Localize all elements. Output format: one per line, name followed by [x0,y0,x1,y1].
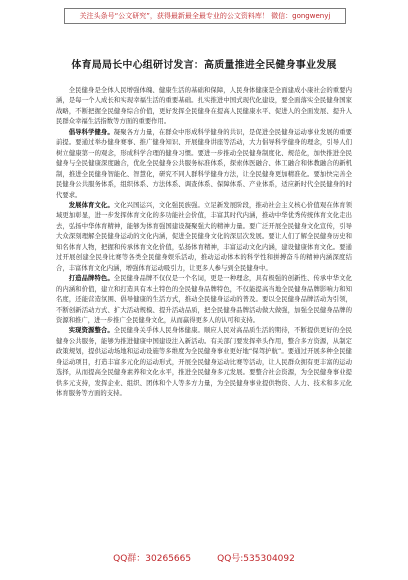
document-title: 体育局局长中心组研讨发言：高质量推进全民健身事业发展 [71,60,337,71]
paragraph-brand-features [56,274,352,326]
paragraph-intro-text: 全民健身是全体人民增强体魄、健康生活的基础和保障，人民身体健康是全面建成小康社会的重要内涵，是每一个人成长和实现幸福生活的重要基础。扎实推进中国式现代化建设，要全面落实全民健身国家战略，不断把握全民健身综合价值，更好发挥全民健身在提高人民健康水平、促进人的全面发展、提升人民群众幸福生活指数等方面的重要作用。 [56,87,352,126]
paragraph-text: 凝聚各方力量，在群众中形成科学健身的共识，是促进全民健身运动事业发展的重要前提。要通过举办健身赛事、推广健身知识、开展健身讲座等活动，大力倡导科学健身的理念，引导人们树立健康第一的观念，形成科学合理的健身习惯。要进一步推动全民健身制度化、规范化，加快推进全民健身与全民健康深度融合，优化全民健身公共服务标准体系，探索体医融合、体工融合和体教融合的新机制，推进全民健身智能化、智慧化，研究不同人群科学健身方法，让全民健身更加精准化。要加快完善全民健身公共服务体系，组织体系、方法体系、调查体系、保障体系、产业体系，适应新时代全民健身的时代要求。 [56,128,352,199]
document-body [56,86,352,400]
paragraph-text: 全民健身关乎体人民身体健康。顺应人民对高品质生活的期待，不断提供更好的全民健身公共服务，能够为推进健康中国建设注入新活动。有关部门要发挥牵头作用，整合多方资源，从制定政策规划，提供运动场地和运动设施等多维度为全民健身事业更好地“保驾护航”。要通过开展多种全民健身运动项目，打造丰富多元化的运动形式，开展全民健身运动比赛等活动，让人民群众拥有更丰富的运动选择，从而提高全民健身素养和文化水平，推进全民健身多元发展。要整合社会资源，为全民健身事业提供多元支持，发挥企业、组织、团体和个人等多方力量，为全民健身事业提供物资、人力、技术和多元化体育服务等方面的支持。 [56,327,352,398]
paragraph-text: 全民健身品牌不仅仅是一个名词，更是一种理念，具有极强的创新性、传承中华文化的内涵和价值，建立和打造具有本土特色的全民健身品牌特色，不仅能提高当地全民健身品牌影响力和知名度，还能营造氛围、倡导健康的生活方式，推动全民健身运动的普及。要以全民健身品牌活动为引领，不断创新活动方式、扩大活动规模、提升活动品质，把全民健身品牌活动做大做强，加强全民健身品牌的资源和推广，进一步推广全民健身文化，从而赢得更多人的认可和支持。 [56,275,352,324]
qq-number: QQ号:535304092 [217,554,295,564]
paragraph-heading: 实现资源整合。 [68,327,114,335]
promo-banner: 关注头条号“公文研究”，获得最新最全最专业的公文资料库！ 微信：gongwenyj [64,8,346,24]
paragraph-resource-integration [56,326,352,399]
contact-footer [0,551,408,564]
paragraph-sports-culture [56,201,352,274]
paragraph-heading: 打造品牌特色。 [68,275,114,283]
paragraph-intro [56,86,352,128]
qq-group-number: QQ群：30265665 [113,554,192,564]
paragraph-heading: 倡导科学健身。 [68,128,114,136]
paragraph-heading: 发展体育文化。 [68,201,114,209]
paragraph-text: 文化兴国运兴，文化强民族强。立足新发展阶段，推动社会主义核心价值观在体育领域更加彰显，进一步发挥体育文化的多功能社会价值，丰富其时代内涵，推动中华优秀传统体育文化走出去，弘扬中华体育精神，能够为体育强国建设凝聚强大的精神力量。要广泛开展全民健身文化宣传，引导大众深刻理解全民健身运动的文化内涵，促进全民健身文化的深层次发展。要让人们了解全民健身历史和知名体育人物，把握和传承体育文化价值，弘扬体育精神，丰富运动文化内涵，建设健康体育文化。要通过开展创建全民身比赛等各类全民健身娱乐活动，推动运动体本的科学性和拼搏奋斗的精神内涵深度结合，丰富体育文化内涵，增强体育运动吸引力，让更多人参与到全民健身中。 [56,201,352,272]
paragraph-scientific-fitness [56,128,352,201]
